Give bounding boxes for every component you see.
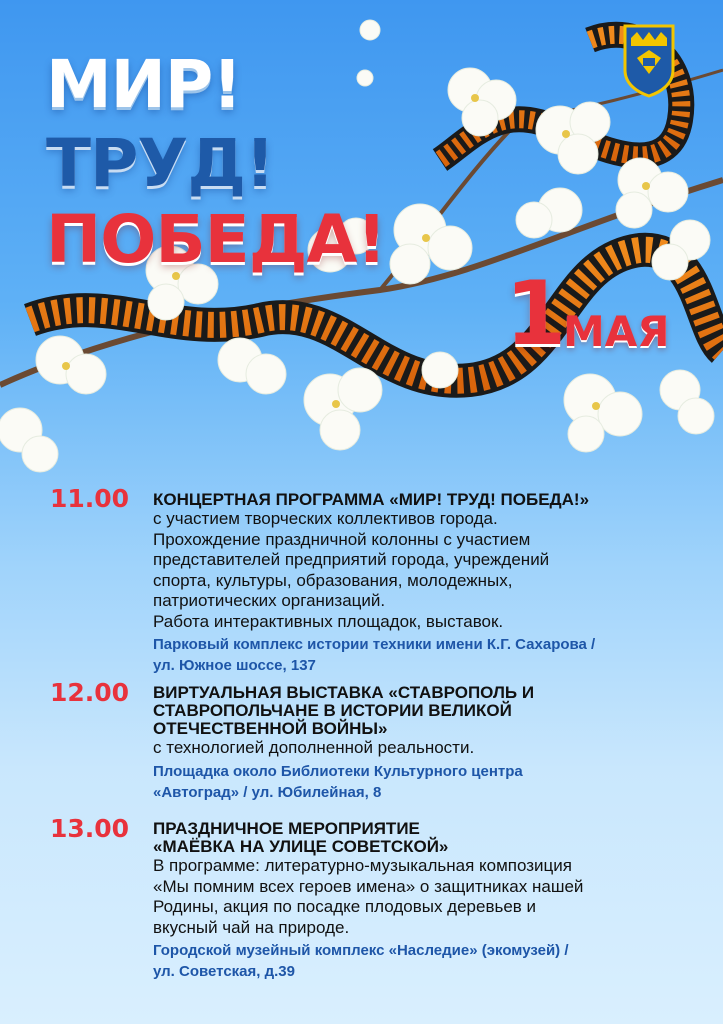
event-description-line: с участием творческих коллективов города. (153, 509, 498, 528)
event-location (153, 940, 693, 982)
headline-peace: МИР! (46, 46, 242, 123)
event-title-line: «МАЁВКА НА УЛИЦЕ СОВЕТСКОЙ» (153, 837, 449, 856)
headline-labor: ТРУД! (46, 125, 275, 202)
event-location (153, 634, 693, 676)
event-description-line: с технологией дополненной реальности. (153, 738, 475, 757)
event-title-line: ВИРТУАЛЬНАЯ ВЫСТАВКА «СТАВРОПОЛЬ И (153, 683, 535, 702)
event-title-line: ОТЕЧЕСТВЕННОЙ ВОЙНЫ» (153, 719, 388, 738)
event-location-line: Городской музейный комплекс «Наследие» (экомузей) / (153, 942, 569, 959)
event-description-line: спорта, культуры, образования, молодежных, (153, 570, 513, 590)
event-location (153, 761, 693, 803)
event-location-line: Парковый комплекс истории техники имени К.Г. Сахарова / (153, 636, 596, 653)
event-title-line: СТАВРОПОЛЬЧАНЕ В ИСТОРИИ ВЕЛИКОЙ (153, 701, 512, 720)
event-body (153, 684, 693, 803)
event-description-line: «Мы помним всех героев имена» о защитниках нашей (153, 876, 584, 896)
date-month: МАЯ (563, 307, 670, 356)
event-description-line: патриотических организаций. (153, 591, 386, 610)
event-location-line: ул. Советская, д.39 (153, 963, 295, 980)
headline-victory: ПОБЕДА! (46, 201, 386, 278)
event-description-line: вкусный чай на природе. (153, 917, 350, 937)
event-description (153, 509, 693, 632)
event-description-line: Работа интерактивных площадок, выставок. (153, 611, 504, 631)
event-title (153, 820, 693, 856)
event-description-line: представителей предприятий города, учреждений (153, 550, 550, 569)
event-body (153, 491, 693, 676)
event-time: 12.00 (50, 678, 130, 707)
date-number: 1 (505, 262, 567, 365)
event-location-line: Площадка около Библиотеки Культурного центра (153, 762, 523, 780)
event-description (153, 738, 693, 759)
city-emblem-icon (623, 24, 675, 98)
event-body (153, 820, 693, 982)
event-location-line: «Автоград» / ул. Юбилейная, 8 (153, 783, 382, 801)
event-location-line: ул. Южное шоссе, 137 (153, 657, 316, 674)
event-title-line: ПРАЗДНИЧНОЕ МЕРОПРИЯТИЕ (153, 819, 420, 838)
event-description (153, 856, 693, 938)
event-description-line: Прохождение праздничной колонны с участием (153, 529, 531, 549)
event-title (153, 491, 693, 509)
event-title-line: КОНЦЕРТНАЯ ПРОГРАММА «МИР! ТРУД! ПОБЕДА!» (153, 490, 590, 509)
event-description-line: Родины, акция по посадке плодовых деревьев и (153, 897, 537, 916)
event-time: 13.00 (50, 814, 130, 843)
event-description-line: В программе: литературно-музыкальная композиция (153, 856, 572, 875)
event-time: 11.00 (50, 484, 130, 513)
event-title (153, 684, 693, 738)
